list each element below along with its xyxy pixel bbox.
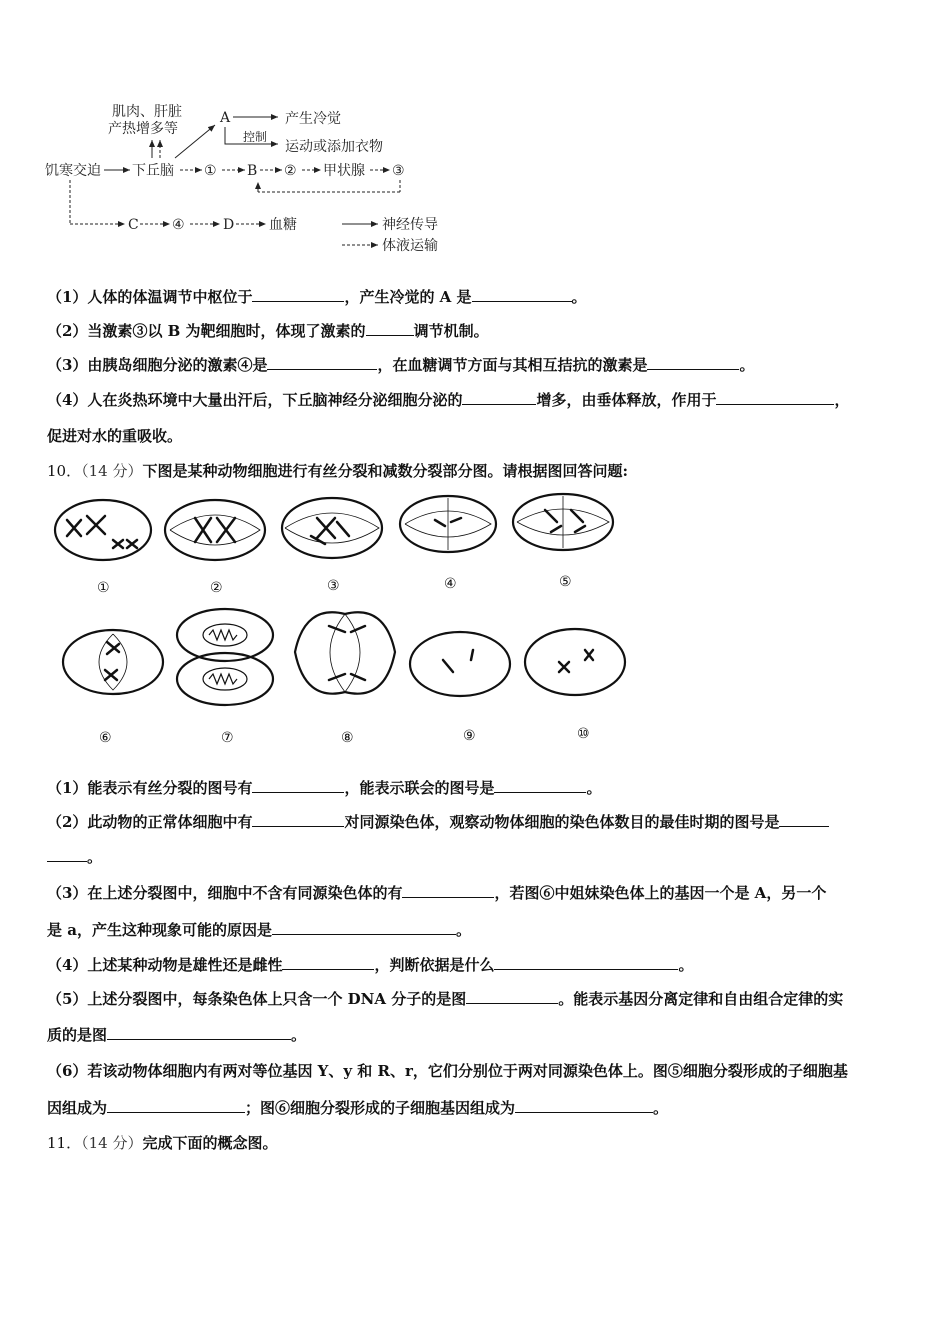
cell-6	[63, 630, 163, 694]
answer-blank[interactable]	[647, 354, 739, 370]
answer-blank[interactable]	[402, 882, 494, 898]
figure-label-1: ①	[97, 580, 110, 596]
q10-part5-cont: 质的是图 。	[47, 1026, 307, 1044]
figure-label-6: ⑥	[99, 730, 112, 746]
figure-label-5: ⑤	[559, 574, 572, 590]
node-A: A	[220, 110, 231, 126]
answer-blank[interactable]	[779, 811, 829, 827]
q9-part1: （1）人体的体温调节中枢位于 ，产生冷觉的 A 是 。	[47, 288, 587, 306]
node-C: C	[128, 217, 139, 233]
cell-10	[525, 629, 625, 695]
cell-9	[410, 632, 510, 696]
answer-blank[interactable]	[47, 846, 87, 862]
cold-stimulus-label: 饥寒交迫	[45, 163, 101, 179]
blood-sugar-label: 血糖	[269, 217, 297, 233]
q10-part6: （6）若该动物体细胞内有两对等位基因 Y、y 和 R、r，它们分别位于两对同源染色体上。图⑤细胞分裂形成的子细胞基	[47, 1062, 848, 1080]
q10-part3: （3）在上述分裂图中，细胞中不含有同源染色体的有 ，若图⑥中姐妹染色体上的基因一个是 A，另一个	[47, 884, 827, 902]
thermoregulation-diagram	[40, 100, 460, 260]
cell-8	[295, 612, 395, 693]
node-4: ④	[172, 217, 185, 233]
answer-blank[interactable]	[282, 954, 374, 970]
answer-blank[interactable]	[472, 286, 572, 302]
q10-part4: （4）上述某种动物是雄性还是雌性 ，判断依据是什么 。	[47, 956, 694, 974]
heat-production-label: 产热增多等	[108, 121, 178, 137]
figure-label-4: ④	[444, 576, 457, 592]
hypothalamus-label: 下丘脑	[132, 163, 174, 179]
q10-part2-cont: 。	[47, 846, 102, 867]
control-label: 控制	[243, 130, 268, 144]
cell-division-figures	[45, 492, 645, 757]
figure-label-2: ②	[210, 580, 223, 596]
figure-label-3: ③	[327, 578, 340, 594]
q10-part6-cont: 因组成为 ；图⑥细胞分裂形成的子细胞基因组成为 。	[47, 1099, 669, 1117]
node-3: ③	[392, 163, 405, 179]
node-B: B	[247, 163, 258, 179]
answer-blank[interactable]	[252, 777, 344, 793]
answer-blank[interactable]	[252, 811, 344, 827]
q10-part2: （2）此动物的正常体细胞中有 对同源染色体，观察动物体细胞的染色体数目的最佳时期的图号是	[47, 811, 829, 832]
cold-sensation-label: 产生冷觉	[285, 111, 341, 127]
q10-part3-cont: 是 a，产生这种现象可能的原因是 。	[47, 921, 471, 939]
q11-header: 11．（14 分）完成下面的概念图。	[47, 1134, 278, 1152]
cell-2	[165, 500, 265, 560]
answer-blank[interactable]	[462, 389, 536, 405]
figure-label-7: ⑦	[221, 730, 234, 746]
answer-blank[interactable]	[494, 777, 586, 793]
answer-blank[interactable]	[107, 1097, 245, 1113]
answer-blank[interactable]	[494, 954, 678, 970]
figure-label-8: ⑧	[341, 730, 354, 746]
answer-blank[interactable]	[716, 389, 834, 405]
legend-humoral: 体液运输	[382, 238, 438, 254]
q9-part4: （4）人在炎热环境中大量出汗后，下丘脑神经分泌细胞分泌的 增多，由垂体释放，作用于 ，	[47, 391, 850, 409]
figure-label-10: ⑩	[577, 726, 590, 742]
answer-blank[interactable]	[366, 320, 414, 336]
answer-blank[interactable]	[272, 919, 456, 935]
q10-part5: （5）上述分裂图中，每条染色体上只含一个 DNA 分子的是图 。能表示基因分离定律和自由组合定律的实	[47, 990, 844, 1008]
node-D: D	[223, 217, 235, 233]
q9-part2: （2）当激素③以 B 为靶细胞时，体现了激素的 调节机制。	[47, 322, 489, 340]
q9-part3: （3）由胰岛细胞分泌的激素④是 ，在血糖调节方面与其相互拮抗的激素是 。	[47, 356, 755, 374]
motion-label: 运动或添加衣物	[285, 139, 383, 155]
q10-header: 10．（14 分）下图是某种动物细胞进行有丝分裂和减数分裂部分图。请根据图回答问题:	[47, 462, 628, 480]
node-2: ②	[284, 163, 297, 179]
q10-part1: （1）能表示有丝分裂的图号有 ，能表示联会的图号是 。	[47, 779, 602, 797]
figure-label-9: ⑨	[463, 728, 476, 744]
legend-neural: 神经传导	[382, 217, 438, 233]
answer-blank[interactable]	[252, 286, 344, 302]
cell-3	[282, 498, 382, 558]
node-1: ①	[204, 163, 217, 179]
cell-1	[55, 500, 151, 560]
answer-blank[interactable]	[466, 988, 558, 1004]
muscle-liver-label: 肌肉、肝脏	[112, 104, 182, 120]
answer-blank[interactable]	[515, 1097, 653, 1113]
answer-blank[interactable]	[107, 1024, 291, 1040]
answer-blank[interactable]	[267, 354, 377, 370]
thyroid-label: 甲状腺	[323, 163, 365, 179]
q9-part4-cont: 促进对水的重吸收。	[47, 427, 183, 445]
